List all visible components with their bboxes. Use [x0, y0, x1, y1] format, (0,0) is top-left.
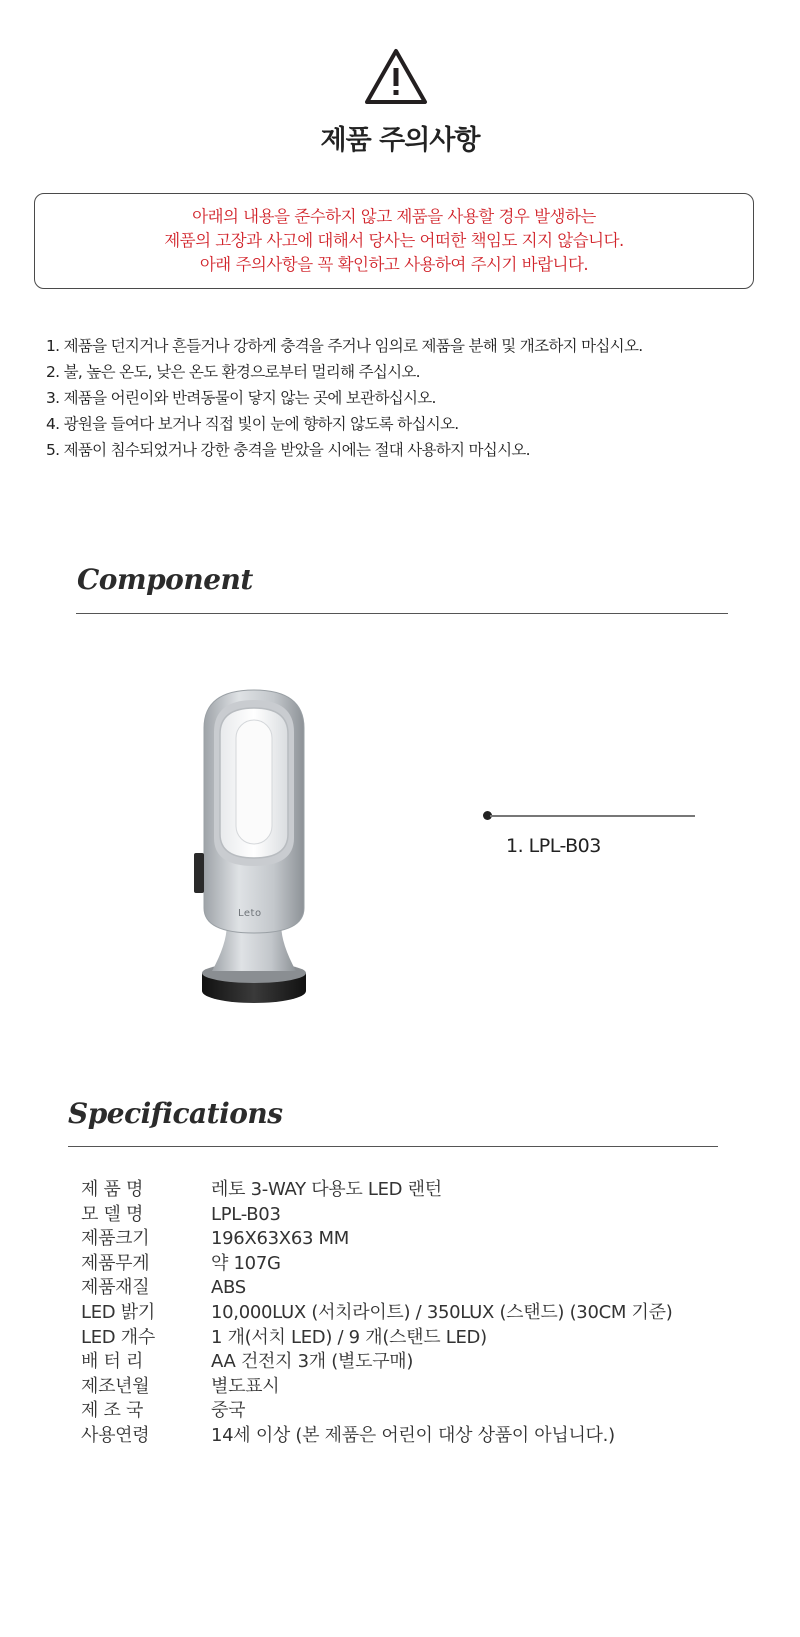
precaution-item: 2. 불, 높은 온도, 낮은 온도 환경으로부터 멀리해 주십시오.	[46, 363, 420, 381]
precaution-item: 3. 제품을 어린이와 반려동물이 닿지 않는 곳에 보관하십시오.	[46, 389, 436, 407]
spec-key: 배 터 리	[81, 1351, 144, 1373]
spec-value: AA 건전지 3개 (별도구매)	[211, 1351, 414, 1373]
spec-value: 10,000LUX (서치라이트) / 350LUX (스탠드) (30CM 기준)	[211, 1301, 673, 1323]
precaution-item: 4. 광원을 들여다 보거나 직접 빛이 눈에 향하지 않도록 하십시오.	[46, 415, 459, 433]
spec-table	[81, 1178, 672, 1449]
product-logo-text: Leto	[238, 908, 262, 919]
spec-value: 약 107G	[211, 1252, 281, 1274]
spec-key: LED 개수	[81, 1326, 155, 1348]
spec-row	[81, 1399, 672, 1424]
lantern-product-image	[190, 688, 320, 1018]
spec-row	[81, 1178, 672, 1203]
spec-row	[81, 1203, 672, 1228]
caution-title: 제품 주의사항	[320, 125, 480, 156]
spec-key: 제품크기	[81, 1228, 150, 1250]
notice-line: 아래의 내용을 준수하지 않고 제품을 사용할 경우 발생하는	[192, 207, 596, 226]
spec-value: LPL-B03	[211, 1203, 281, 1225]
precaution-item: 1. 제품을 던지거나 흔들거나 강하게 충격을 주거나 임의로 제품을 분해 및 개조하지 마십시오.	[46, 337, 643, 355]
precaution-item: 5. 제품이 침수되었거나 강한 충격을 받았을 시에는 절대 사용하지 마십시오.	[46, 441, 530, 459]
spec-row	[81, 1375, 672, 1400]
spec-key: 제 품 명	[81, 1179, 144, 1200]
spec-key: 제 조 국	[81, 1400, 144, 1422]
spec-value: 1 개(서치 LED) / 9 개(스탠드 LED)	[211, 1326, 487, 1348]
callout-label: 1. LPL-B03	[506, 835, 601, 857]
spec-row	[81, 1276, 672, 1301]
precaution-list	[46, 333, 642, 463]
spec-row	[81, 1326, 672, 1351]
spec-row	[81, 1424, 672, 1449]
spec-value: 196X63X63 MM	[211, 1228, 350, 1250]
spec-key: 제조년월	[81, 1375, 150, 1397]
spec-row	[81, 1227, 672, 1252]
spec-key: 모 델 명	[81, 1203, 144, 1225]
spec-key: 제품무게	[81, 1252, 150, 1274]
specifications-divider	[68, 1146, 718, 1147]
warning-triangle-icon	[364, 48, 428, 106]
spec-row	[81, 1252, 672, 1277]
spec-key: 제품재질	[81, 1277, 150, 1299]
spec-value: 레토 3-WAY 다용도 LED 랜턴	[211, 1179, 442, 1200]
spec-key: 사용연령	[81, 1424, 150, 1446]
spec-row	[81, 1350, 672, 1375]
component-divider	[76, 613, 728, 614]
spec-value: 14세 이상 (본 제품은 어린이 대상 상품이 아닙니다.)	[211, 1424, 615, 1446]
spec-value: 중국	[211, 1400, 246, 1422]
callout-line	[490, 815, 695, 817]
spec-row	[81, 1301, 672, 1326]
spec-value: 별도표시	[211, 1375, 280, 1397]
notice-line: 아래 주의사항을 꼭 확인하고 사용하여 주시기 바랍니다.	[199, 255, 589, 274]
spec-value: ABS	[211, 1277, 246, 1299]
spec-key: LED 밝기	[81, 1301, 155, 1323]
specifications-heading: Specifications	[68, 1097, 283, 1130]
notice-box	[34, 193, 754, 289]
notice-line: 제품의 고장과 사고에 대해서 당사는 어떠한 책임도 지지 않습니다.	[164, 231, 624, 250]
component-heading: Component	[77, 563, 253, 596]
